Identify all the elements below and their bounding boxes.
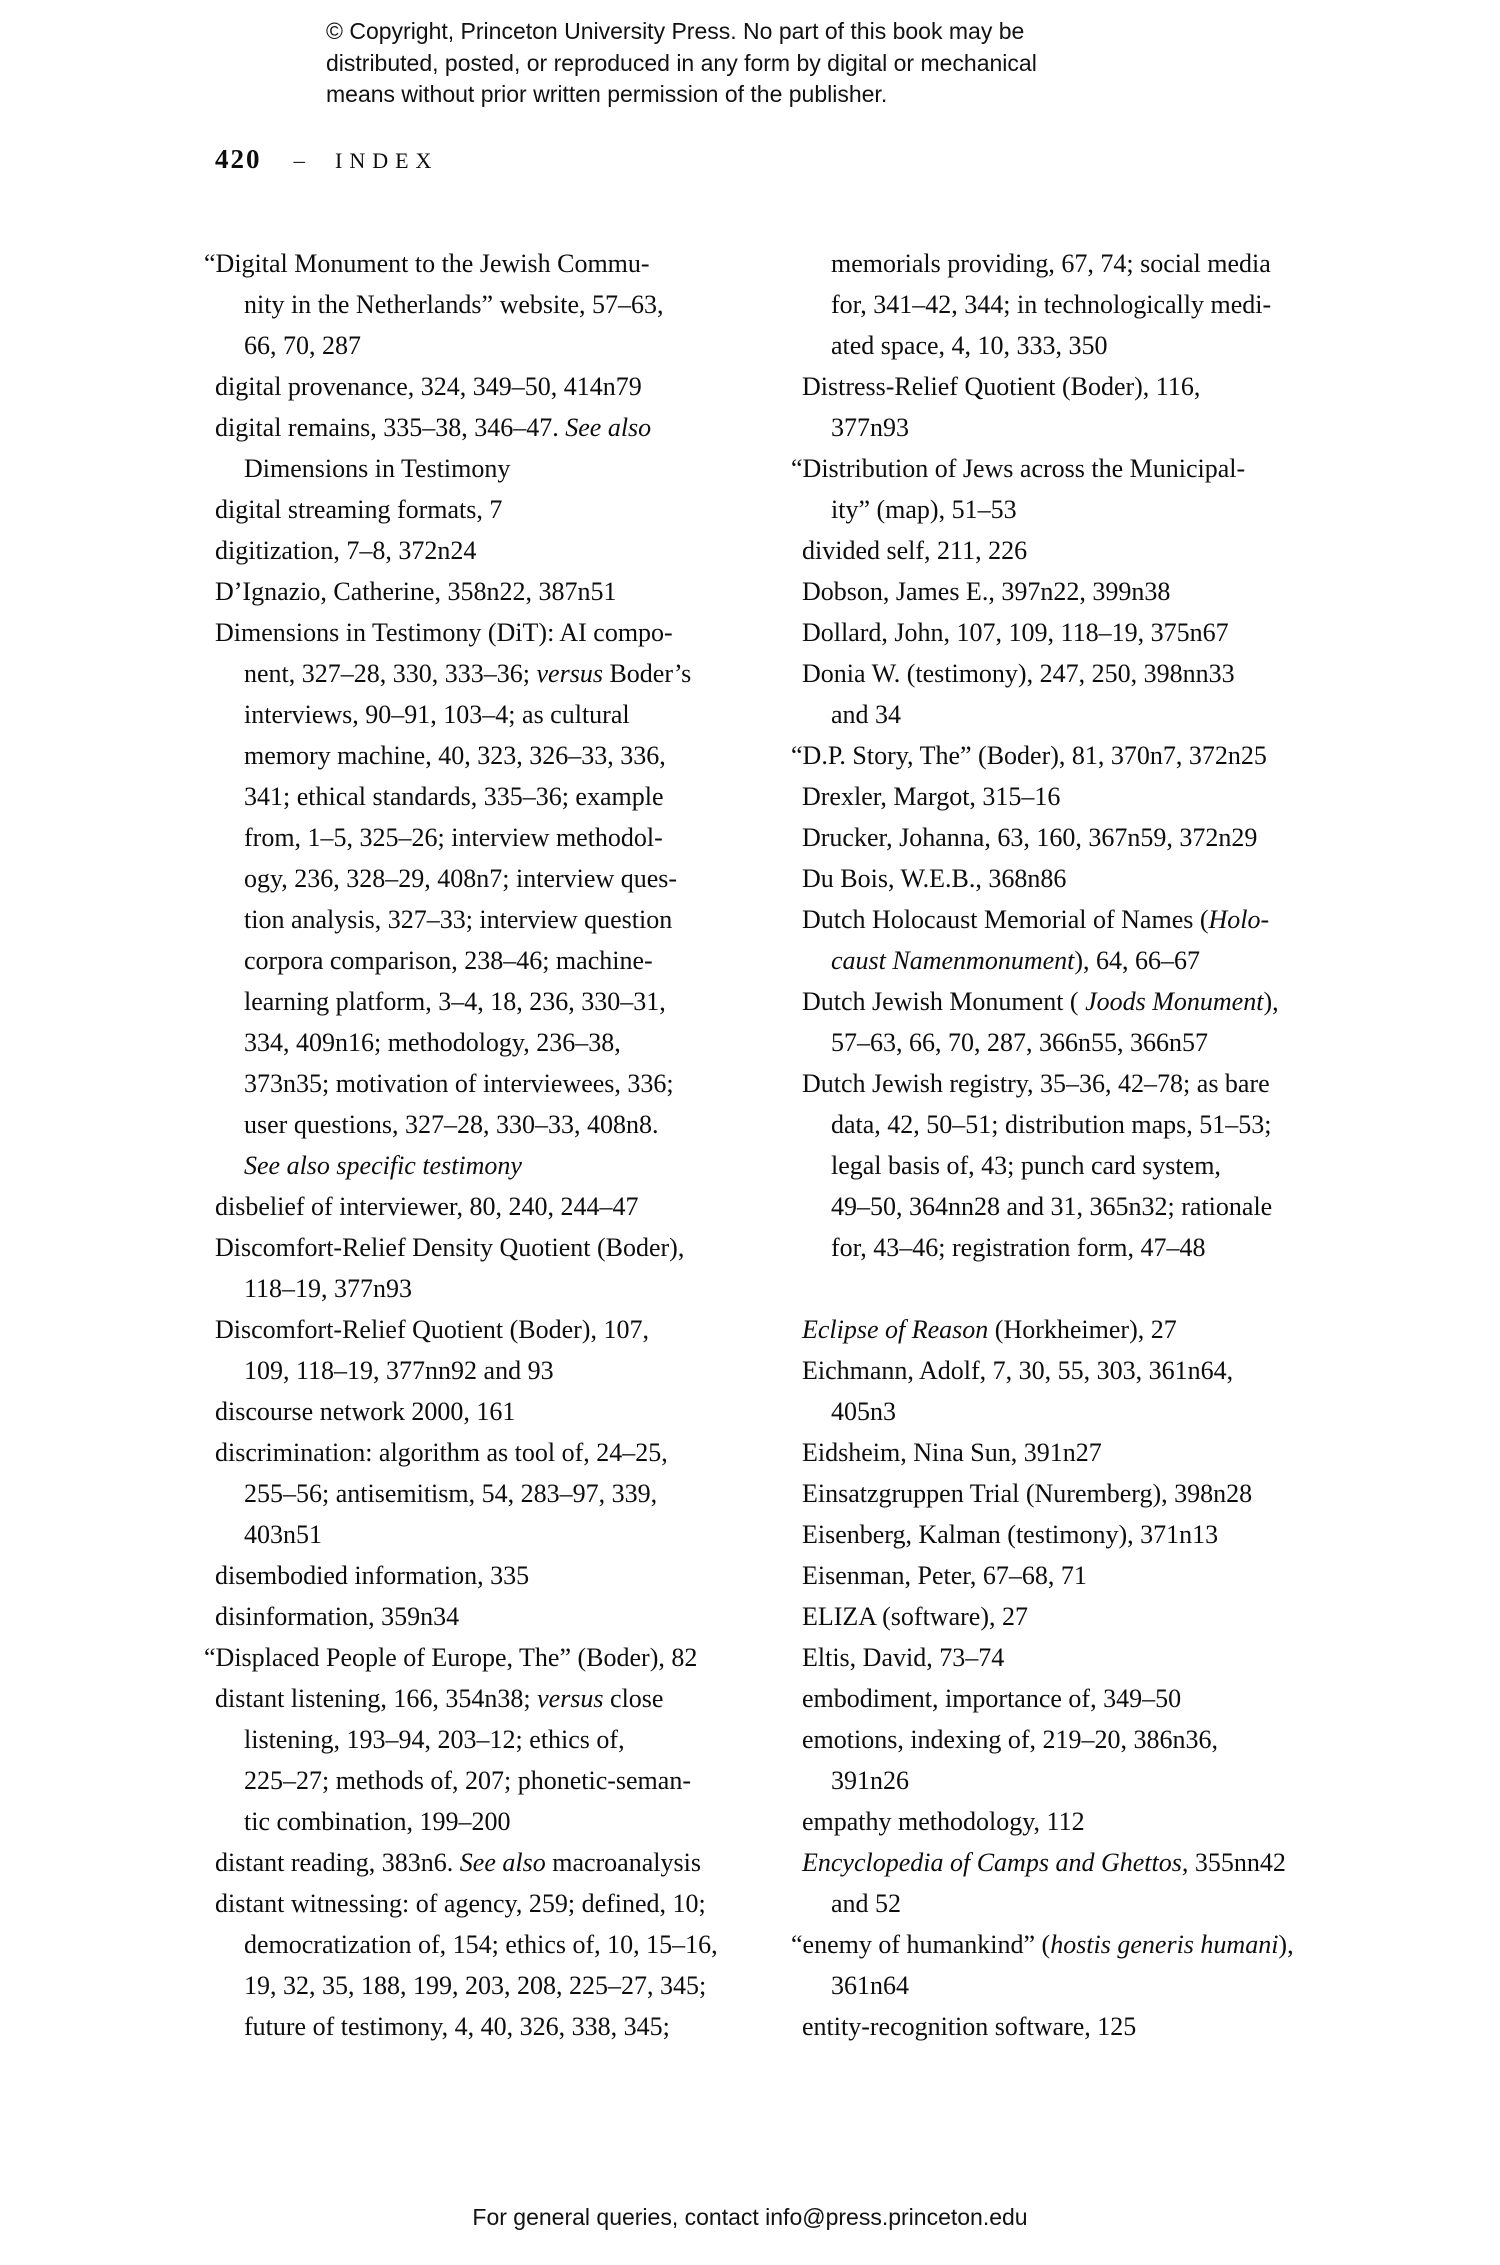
index-text: for, 43–46; registration form, 47–48 [831, 1233, 1206, 1262]
index-line [802, 1719, 1314, 1760]
index-text: D’Ignazio, Catherine, 358n22, 387n51 [215, 577, 617, 606]
index-text: digital remains, 335–38, 346–47. [215, 413, 566, 442]
index-line [215, 407, 727, 448]
index-text: ated space, 4, 10, 333, 350 [831, 331, 1108, 360]
index-line [215, 1719, 727, 1760]
index-text: Dimensions in Testimony [244, 454, 511, 483]
index-line [802, 1309, 1314, 1350]
index-line [215, 1145, 727, 1186]
index-text-italic: hostis generis humani [1050, 1930, 1279, 1959]
index-line [215, 858, 727, 899]
index-text: digital streaming formats, 7 [215, 495, 503, 524]
index-text: 341; ethical standards, 335–36; example [244, 782, 664, 811]
index-text: 373n35; motivation of interviewees, 336; [244, 1069, 674, 1098]
index-line [215, 653, 727, 694]
index-line [215, 571, 727, 612]
index-text: Donia W. (testimony), 247, 250, 398nn33 [802, 659, 1235, 688]
index-text: from, 1–5, 325–26; interview methodol- [244, 823, 663, 852]
index-text-italic: versus [537, 1684, 604, 1713]
index-text: Eisenman, Peter, 67–68, 71 [802, 1561, 1087, 1590]
index-line [802, 1555, 1314, 1596]
copyright-line: distributed, posted, or reproduced in any form by digital or mechanical [326, 49, 1037, 76]
index-line [802, 1432, 1314, 1473]
index-text: close [603, 1684, 664, 1713]
index-text: ), 64, 66–67 [1074, 946, 1201, 975]
index-line [802, 858, 1314, 899]
index-line [215, 2006, 727, 2047]
index-text: learning platform, 3–4, 18, 236, 330–31, [244, 987, 666, 1016]
index-line [802, 1022, 1314, 1063]
index-text: Einsatzgruppen Trial (Nuremberg), 398n28 [802, 1479, 1253, 1508]
index-text: distant witnessing: of agency, 259; defined, 10; [215, 1889, 706, 1918]
index-text-italic: Encyclopedia of Camps and Ghettos, [802, 1848, 1189, 1877]
index-line [215, 1678, 727, 1719]
index-line [215, 448, 727, 489]
index-line [791, 735, 1314, 776]
index-line [204, 1637, 727, 1678]
index-text: (Horkheimer), 27 [988, 1315, 1177, 1344]
index-text: discrimination: algorithm as tool of, 24–25, [215, 1438, 668, 1467]
index-column-right [791, 243, 1314, 2047]
index-line [215, 489, 727, 530]
index-line [802, 981, 1314, 1022]
index-line [802, 530, 1314, 571]
index-text: data, 42, 50–51; distribution maps, 51–53; [831, 1110, 1272, 1139]
index-text: corpora comparison, 238–46; machine- [244, 946, 653, 975]
index-text: 361n64 [831, 1971, 909, 2000]
index-line [802, 612, 1314, 653]
index-line [802, 1145, 1314, 1186]
index-text: 391n26 [831, 1766, 909, 1795]
index-line [215, 1104, 727, 1145]
index-line [215, 325, 727, 366]
index-text: Discomfort-Relief Quotient (Boder), 107, [215, 1315, 649, 1344]
index-line [215, 366, 727, 407]
index-text: empathy methodology, 112 [802, 1807, 1085, 1836]
index-text: Eltis, David, 73–74 [802, 1643, 1005, 1672]
index-line [215, 1473, 727, 1514]
index-line [215, 1350, 727, 1391]
index-line [215, 1022, 727, 1063]
page-header [215, 144, 438, 175]
index-text: and 52 [831, 1889, 902, 1918]
index-line [215, 1883, 727, 1924]
index-line [215, 1268, 727, 1309]
index-text-italic: versus [536, 659, 603, 688]
index-line [802, 571, 1314, 612]
index-line [802, 284, 1314, 325]
index-text: distant listening, 166, 354n38; [215, 1684, 538, 1713]
index-text: ogy, 236, 328–29, 408n7; interview ques- [244, 864, 678, 893]
index-line [802, 407, 1314, 448]
index-text: 355nn42 [1188, 1848, 1286, 1877]
index-line [215, 817, 727, 858]
index-text: Dollard, John, 107, 109, 118–19, 375n67 [802, 618, 1229, 647]
index-text: Eichmann, Adolf, 7, 30, 55, 303, 361n64, [802, 1356, 1234, 1385]
index-line [215, 1924, 727, 1965]
index-line [215, 735, 727, 776]
index-text: legal basis of, 43; punch card system, [831, 1151, 1221, 1180]
index-line [802, 1801, 1314, 1842]
copyright-line: © Copyright, Princeton University Press. No part of this book may be [326, 18, 1025, 44]
index-line [215, 1596, 727, 1637]
index-line [802, 817, 1314, 858]
index-line [802, 1637, 1314, 1678]
index-line [802, 776, 1314, 817]
index-text: divided self, 211, 226 [802, 536, 1028, 565]
index-line [215, 1842, 727, 1883]
index-text: 334, 409n16; methodology, 236–38, [244, 1028, 621, 1057]
index-line [215, 1391, 727, 1432]
index-text: digital provenance, 324, 349–50, 414n79 [215, 372, 642, 401]
index-text: “Distribution of Jews across the Municipal- [791, 454, 1246, 483]
index-text: 255–56; antisemitism, 54, 283–97, 339, [244, 1479, 658, 1508]
index-line [215, 776, 727, 817]
index-text: 118–19, 377n93 [244, 1274, 413, 1303]
index-text: Dimensions in Testimony (DiT): AI compo- [215, 618, 673, 647]
index-text: Boder’s [602, 659, 692, 688]
index-text: ELIZA (software), 27 [802, 1602, 1028, 1631]
index-text: ), [1263, 987, 1279, 1016]
index-text: “D.P. Story, The” (Boder), 81, 370n7, 372n25 [791, 741, 1267, 770]
index-line [791, 448, 1314, 489]
index-line [802, 1883, 1314, 1924]
index-text: 405n3 [831, 1397, 896, 1426]
index-line [204, 243, 727, 284]
index-line [802, 1186, 1314, 1227]
index-column-left [204, 243, 727, 2047]
index-line [791, 1924, 1314, 1965]
index-line [802, 940, 1314, 981]
index-text: 225–27; methods of, 207; phonetic-seman- [244, 1766, 691, 1795]
index-text: Discomfort-Relief Density Quotient (Boder), [215, 1233, 685, 1262]
index-text: distant reading, 383n6. [215, 1848, 460, 1877]
index-line [802, 1063, 1314, 1104]
index-title: INDEX [335, 148, 439, 173]
index-text: Dutch Holocaust Memorial of Names ( [802, 905, 1209, 934]
index-text: nity in the Netherlands” website, 57–63, [244, 290, 664, 319]
index-text: tic combination, 199–200 [244, 1807, 511, 1836]
index-text-italic: See also specific testimony [244, 1151, 522, 1180]
index-line [215, 1186, 727, 1227]
index-text-italic: Eclipse of Reason [802, 1315, 989, 1344]
index-text: embodiment, importance of, 349–50 [802, 1684, 1182, 1713]
index-text-italic: Joods Monument [1085, 987, 1264, 1016]
index-line [802, 1965, 1314, 2006]
index-line [215, 1555, 727, 1596]
index-line [215, 1227, 727, 1268]
index-line [802, 1104, 1314, 1145]
index-text: ), [1278, 1930, 1294, 1959]
copyright-line: means without prior written permission of the publisher. [326, 81, 888, 107]
index-line [215, 1965, 727, 2006]
index-line [802, 1514, 1314, 1555]
index-text: Dutch Jewish Monument ( [802, 987, 1086, 1016]
index-line [215, 1309, 727, 1350]
index-text: disbelief of interviewer, 80, 240, 244–47 [215, 1192, 639, 1221]
index-text: tion analysis, 327–33; interview question [244, 905, 673, 934]
header-separator: – [293, 148, 305, 173]
index-text: Distress-Relief Quotient (Boder), 116, [802, 372, 1201, 401]
index-text: “enemy of humankind” ( [791, 1930, 1051, 1959]
index-text: memorials providing, 67, 74; social media [831, 249, 1271, 278]
page-number: 420 [215, 144, 262, 174]
index-text: Drucker, Johanna, 63, 160, 367n59, 372n29 [802, 823, 1258, 852]
index-text: digitization, 7–8, 372n24 [215, 536, 477, 565]
index-line [802, 1227, 1314, 1268]
index-line [215, 530, 727, 571]
index-text: nent, 327–28, 330, 333–36; [244, 659, 537, 688]
index-line-blank [802, 1268, 1314, 1309]
index-line [802, 243, 1314, 284]
index-text: 403n51 [244, 1520, 322, 1549]
index-text: and 34 [831, 700, 902, 729]
index-line [215, 694, 727, 735]
index-text: 57–63, 66, 70, 287, 366n55, 366n57 [831, 1028, 1208, 1057]
index-line [802, 1391, 1314, 1432]
index-text: “Digital Monument to the Jewish Commu- [204, 249, 650, 278]
index-line [802, 366, 1314, 407]
index-line [215, 612, 727, 653]
index-text-italic: See also [459, 1848, 546, 1877]
copyright-notice [326, 16, 1037, 111]
index-text: 109, 118–19, 377nn92 and 93 [244, 1356, 554, 1385]
index-text: “Displaced People of Europe, The” (Boder), 82 [204, 1643, 698, 1672]
index-line [802, 1473, 1314, 1514]
index-line [802, 325, 1314, 366]
index-line [215, 1432, 727, 1473]
index-text-italic: Holo- [1208, 905, 1270, 934]
index-line [802, 1596, 1314, 1637]
index-line [802, 2006, 1314, 2047]
index-line [215, 1063, 727, 1104]
index-line [215, 1801, 727, 1842]
index-text: Eisenberg, Kalman (testimony), 371n13 [802, 1520, 1219, 1549]
index-line [215, 981, 727, 1022]
index-line [802, 1678, 1314, 1719]
index-line [215, 284, 727, 325]
index-text: interviews, 90–91, 103–4; as cultural [244, 700, 630, 729]
index-text: memory machine, 40, 323, 326–33, 336, [244, 741, 666, 770]
index-text: 49–50, 364nn28 and 31, 365n32; rationale [831, 1192, 1273, 1221]
index-text: user questions, 327–28, 330–33, 408n8. [244, 1110, 659, 1139]
index-text: 66, 70, 287 [244, 331, 361, 360]
index-text: democratization of, 154; ethics of, 10, 15–16, [244, 1930, 718, 1959]
index-text: Du Bois, W.E.B., 368n86 [802, 864, 1067, 893]
index-text: discourse network 2000, 161 [215, 1397, 516, 1426]
index-line [215, 1760, 727, 1801]
index-line [802, 899, 1314, 940]
index-text: Drexler, Margot, 315–16 [802, 782, 1061, 811]
index-text: future of testimony, 4, 40, 326, 338, 345; [244, 2012, 670, 2041]
index-line [802, 1842, 1314, 1883]
index-text: macroanalysis [545, 1848, 701, 1877]
index-line [802, 694, 1314, 735]
index-text: 377n93 [831, 413, 909, 442]
index-text: listening, 193–94, 203–12; ethics of, [244, 1725, 625, 1754]
index-text: disinformation, 359n34 [215, 1602, 460, 1631]
index-line [215, 899, 727, 940]
index-line [802, 1350, 1314, 1391]
index-text: disembodied information, 335 [215, 1561, 530, 1590]
index-text: emotions, indexing of, 219–20, 386n36, [802, 1725, 1218, 1754]
index-text: entity-recognition software, 125 [802, 2012, 1137, 2041]
index-line [802, 653, 1314, 694]
index-text-italic: caust Namenmonument [831, 946, 1075, 975]
index-text: Dutch Jewish registry, 35–36, 42–78; as bare [802, 1069, 1270, 1098]
index-text: 19, 32, 35, 188, 199, 203, 208, 225–27, 345; [244, 1971, 707, 2000]
index-text: Dobson, James E., 397n22, 399n38 [802, 577, 1171, 606]
index-text: Eidsheim, Nina Sun, 391n27 [802, 1438, 1102, 1467]
index-text-italic: See also [565, 413, 652, 442]
footer-contact: For general queries, contact info@press.princeton.edu [472, 2204, 1028, 2230]
index-text: ity” (map), 51–53 [831, 495, 1017, 524]
index-line [802, 1760, 1314, 1801]
index-text: for, 341–42, 344; in technologically medi- [831, 290, 1272, 319]
index-line [215, 1514, 727, 1555]
index-line [215, 940, 727, 981]
index-line [802, 489, 1314, 530]
